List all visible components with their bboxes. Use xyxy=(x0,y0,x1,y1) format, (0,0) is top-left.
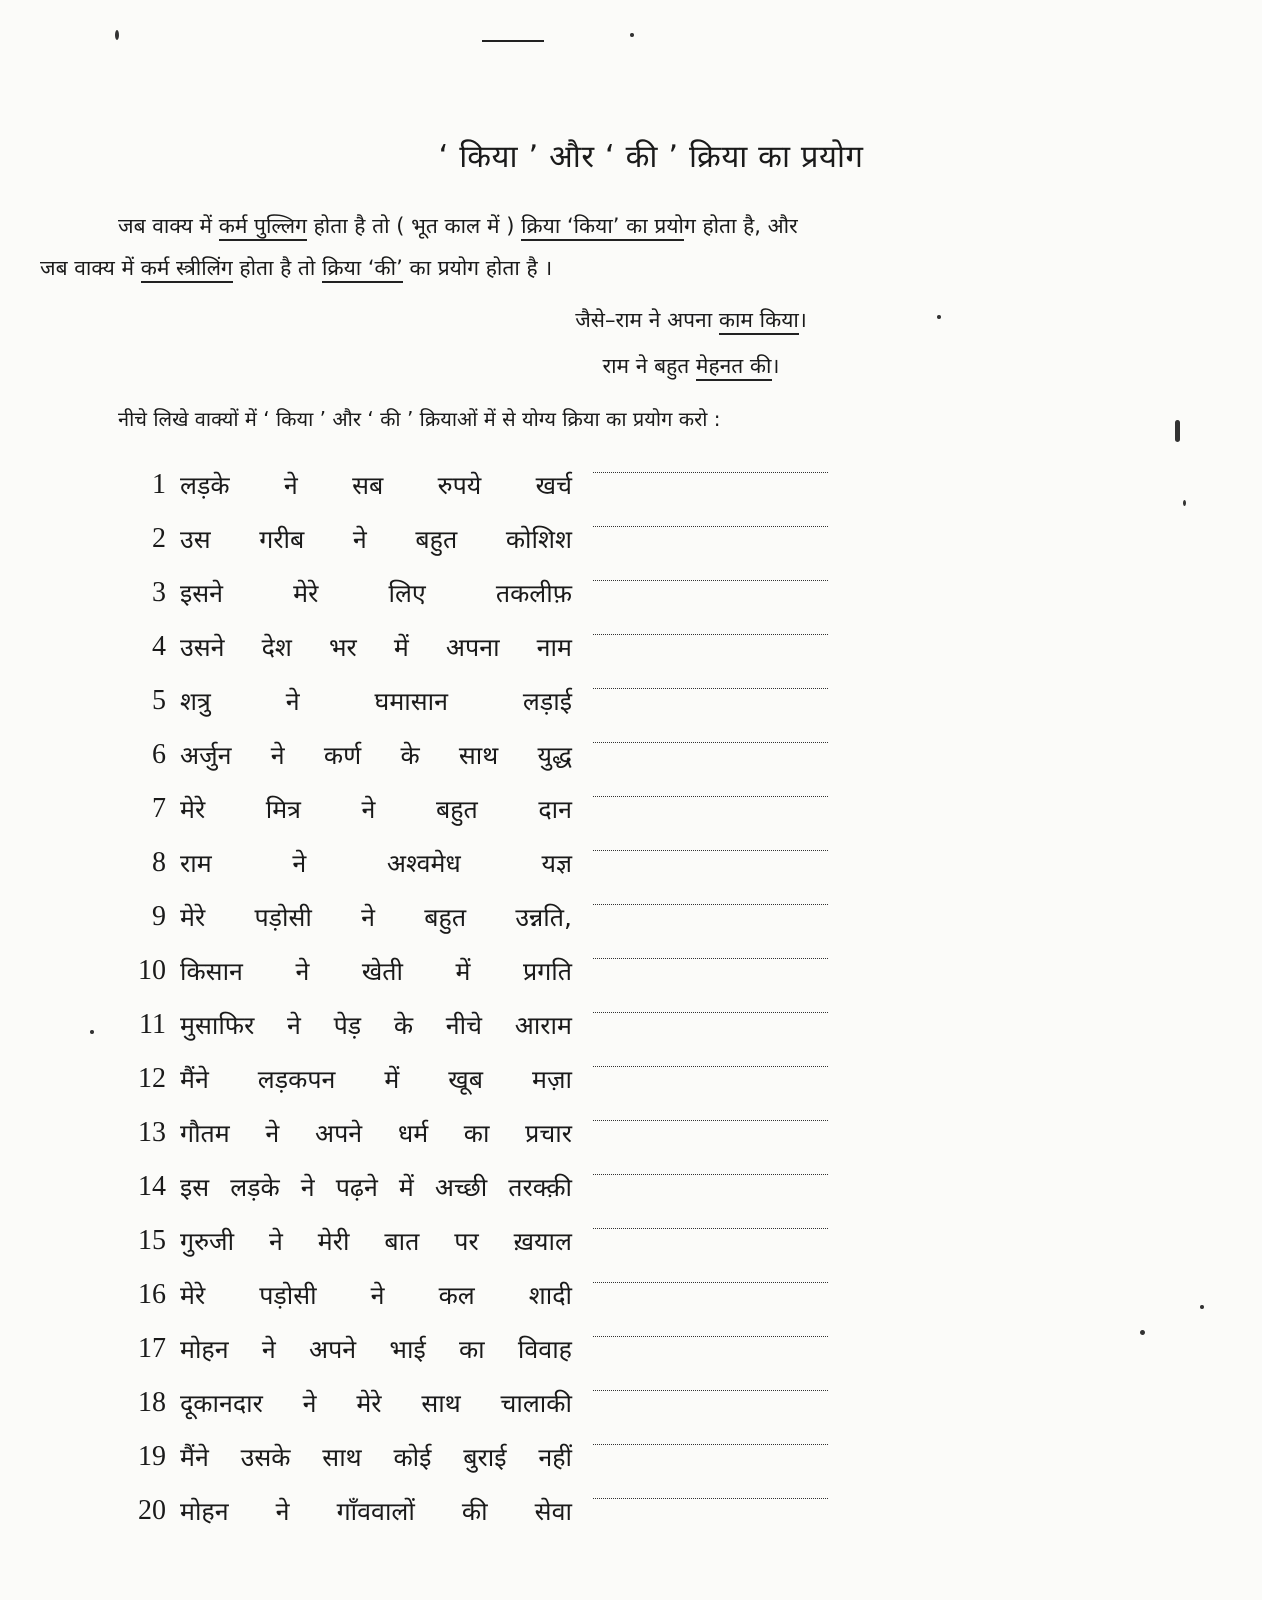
word: साथ xyxy=(322,1443,362,1472)
word: अश्वमेध xyxy=(386,849,461,878)
exercise-row xyxy=(118,620,858,674)
intro-text: जब वाक्य में xyxy=(40,256,141,280)
exercise-number: 10 xyxy=(138,955,166,986)
word: के xyxy=(400,741,420,770)
answer-blank-line[interactable] xyxy=(593,742,828,743)
exercise-number: 8 xyxy=(152,847,166,878)
exercise-row xyxy=(118,1430,858,1484)
word: उसने xyxy=(180,633,225,662)
intro-paragraph xyxy=(40,205,1100,289)
example-punct: । xyxy=(771,354,780,378)
word: बहुत xyxy=(415,525,458,554)
word: ने xyxy=(292,849,307,878)
scan-speck xyxy=(1140,1330,1145,1335)
answer-blank-line[interactable] xyxy=(593,1336,828,1337)
word: का xyxy=(463,1119,490,1148)
exercise-row xyxy=(118,566,858,620)
word: मेरी xyxy=(317,1227,350,1256)
word: मित्र xyxy=(265,795,301,824)
exercise-row xyxy=(118,1268,858,1322)
answer-blank-line[interactable] xyxy=(593,796,828,797)
example-underlined: काम किया xyxy=(719,308,799,335)
exercise-sentence xyxy=(180,1278,572,1312)
exercise-row xyxy=(118,1160,858,1214)
word: पड़ोसी xyxy=(259,1281,317,1310)
exercise-row xyxy=(118,1052,858,1106)
answer-blank-line[interactable] xyxy=(593,1444,828,1445)
word: पढ़ने xyxy=(335,1173,378,1202)
intro-line-1 xyxy=(40,205,1100,247)
exercise-sentence xyxy=(180,1494,572,1528)
word: तकलीफ़ xyxy=(495,579,572,608)
exercise-row xyxy=(118,674,858,728)
example-text: जैसे–राम ने अपना xyxy=(575,308,719,332)
word: ने xyxy=(352,525,367,554)
word: अर्जुन xyxy=(180,741,232,770)
word: साथ xyxy=(458,741,499,770)
word: मेरे xyxy=(293,579,319,608)
word: सेवा xyxy=(534,1497,572,1526)
word: का xyxy=(458,1335,485,1364)
word: भाई xyxy=(389,1335,426,1364)
word: नहीं xyxy=(538,1443,572,1472)
word: लिए xyxy=(388,579,426,608)
word: कोशिश xyxy=(505,525,572,554)
exercise-number: 3 xyxy=(152,577,166,608)
word: में xyxy=(398,1173,414,1202)
word: में xyxy=(393,633,409,662)
word: ने xyxy=(283,471,298,500)
exercise-number: 14 xyxy=(138,1171,166,1202)
word: बुराई xyxy=(463,1443,507,1472)
word: युद्ध xyxy=(537,741,572,770)
answer-blank-line[interactable] xyxy=(593,1228,828,1229)
exercise-sentence xyxy=(180,1224,572,1258)
exercise-sentence xyxy=(180,846,572,880)
example-text: राम ने बहुत xyxy=(602,354,696,378)
exercise-sentence xyxy=(180,468,572,502)
word: नाम xyxy=(536,633,572,662)
underlined-term-kiya: क्रिया ‘किया’ का प्रयो xyxy=(521,214,684,241)
word: अपने xyxy=(314,1119,363,1148)
word: कोई xyxy=(393,1443,432,1472)
answer-blank-line[interactable] xyxy=(593,1066,828,1067)
word: प्रगति xyxy=(522,957,572,986)
word: ख़याल xyxy=(513,1227,572,1256)
answer-blank-line[interactable] xyxy=(593,472,828,473)
word: खूब xyxy=(448,1065,484,1094)
word: चालाकी xyxy=(500,1389,572,1418)
word: लड़के xyxy=(180,471,230,500)
word: साथ xyxy=(421,1389,461,1418)
exercise-number: 2 xyxy=(152,523,166,554)
example-sentence-1 xyxy=(0,306,1262,334)
exercise-sentence xyxy=(180,1008,572,1042)
word: किसान xyxy=(180,957,243,986)
word: में xyxy=(455,957,471,986)
exercise-row xyxy=(118,512,858,566)
word: पेड़ xyxy=(333,1011,362,1040)
exercise-sentence xyxy=(180,1332,572,1366)
word: खर्च xyxy=(535,471,572,500)
intro-line-2 xyxy=(40,247,1100,289)
word: ने xyxy=(287,1011,301,1040)
example-sentence-2 xyxy=(0,352,1262,380)
word: की xyxy=(461,1497,488,1526)
exercise-number: 4 xyxy=(152,631,166,662)
underlined-term-masculine: कर्म पुल्लिग xyxy=(219,214,307,241)
word: उसके xyxy=(240,1443,291,1472)
word: ने xyxy=(295,957,310,986)
word: गाँववालों xyxy=(336,1497,415,1526)
example-punct: । xyxy=(798,308,807,332)
word: ने xyxy=(370,1281,385,1310)
exercise-row xyxy=(118,944,858,998)
word: रुपये xyxy=(437,471,482,500)
intro-text: ग होता है, और xyxy=(683,214,798,238)
exercise-row xyxy=(118,890,858,944)
word: ने xyxy=(275,1497,290,1526)
word: तरक्क़ी xyxy=(508,1173,572,1202)
word: में xyxy=(384,1065,400,1094)
exercise-sentence xyxy=(180,522,572,556)
word: लड़कपन xyxy=(257,1065,336,1094)
scan-speck xyxy=(1200,1305,1204,1309)
answer-blank-line[interactable] xyxy=(593,1390,828,1391)
exercise-row xyxy=(118,1106,858,1160)
intro-text: जब वाक्य में xyxy=(118,214,219,238)
word: पर xyxy=(454,1227,479,1256)
scan-speck xyxy=(115,30,119,40)
word: शत्रु xyxy=(180,687,211,716)
answer-blank-line[interactable] xyxy=(593,1012,828,1013)
word: विवाह xyxy=(517,1335,572,1364)
word: लड़के xyxy=(230,1173,280,1202)
word: मेरे xyxy=(180,903,206,932)
word: गुरुजी xyxy=(180,1227,235,1256)
exercise-sentence xyxy=(180,954,572,988)
answer-blank-line[interactable] xyxy=(593,688,828,689)
intro-text: होता है तो xyxy=(232,256,323,280)
exercise-sentence xyxy=(180,576,572,610)
word: मेरे xyxy=(356,1389,382,1418)
exercise-sentence xyxy=(180,1170,572,1204)
word: ने xyxy=(361,903,376,932)
answer-blank-line[interactable] xyxy=(593,1282,828,1283)
word: मोहन xyxy=(180,1497,229,1526)
word: राम xyxy=(180,849,212,878)
word: ने xyxy=(270,741,285,770)
exercise-list xyxy=(118,458,858,1538)
scan-speck xyxy=(90,1030,94,1034)
word: मुसाफिर xyxy=(180,1011,255,1040)
answer-blank-line[interactable] xyxy=(593,580,828,581)
word: खेती xyxy=(361,957,404,986)
exercise-number: 20 xyxy=(138,1495,166,1526)
word: भर xyxy=(328,633,357,662)
answer-blank-line[interactable] xyxy=(593,634,828,635)
word: ने xyxy=(261,1335,276,1364)
exercise-row xyxy=(118,782,858,836)
scan-mark xyxy=(482,40,544,42)
word: घमासान xyxy=(374,687,448,716)
word: ने xyxy=(361,795,376,824)
word: बहुत xyxy=(435,795,478,824)
word: गौतम xyxy=(180,1119,230,1148)
answer-blank-line[interactable] xyxy=(593,526,828,527)
exercise-sentence xyxy=(180,684,572,718)
word: ने xyxy=(265,1119,280,1148)
exercise-number: 1 xyxy=(152,469,166,500)
answer-blank-line[interactable] xyxy=(593,1120,828,1121)
word: मज़ा xyxy=(532,1065,572,1094)
exercise-row xyxy=(118,1484,858,1538)
word: इस xyxy=(180,1173,210,1202)
exercise-number: 12 xyxy=(138,1063,166,1094)
word: बहुत xyxy=(424,903,467,932)
word: देश xyxy=(261,633,292,662)
word: अपना xyxy=(445,633,500,662)
answer-blank-line[interactable] xyxy=(593,1174,828,1175)
exercise-number: 15 xyxy=(138,1225,166,1256)
word: उस xyxy=(180,525,211,554)
word: मैंने xyxy=(180,1065,209,1094)
word: पड़ोसी xyxy=(254,903,312,932)
word: ने xyxy=(268,1227,283,1256)
exercise-number: 18 xyxy=(138,1387,166,1418)
intro-text: होता है तो ( भूत काल में ) xyxy=(306,214,522,238)
exercise-number: 6 xyxy=(152,739,166,770)
word: इसने xyxy=(180,579,224,608)
word: अच्छी xyxy=(434,1173,488,1202)
exercise-number: 17 xyxy=(138,1333,166,1364)
exercise-sentence xyxy=(180,630,572,664)
answer-blank-line[interactable] xyxy=(593,958,828,959)
exercise-number: 7 xyxy=(152,793,166,824)
exercise-sentence xyxy=(180,1116,572,1150)
exercise-sentence xyxy=(180,1062,572,1096)
word: दूकानदार xyxy=(180,1389,263,1418)
word: के xyxy=(393,1011,414,1040)
exercise-sentence xyxy=(180,1440,572,1474)
word: मोहन xyxy=(180,1335,229,1364)
exercise-number: 5 xyxy=(152,685,166,716)
word: कर्ण xyxy=(323,741,362,770)
scan-speck xyxy=(630,33,634,37)
exercise-sentence xyxy=(180,900,572,934)
exercise-number: 9 xyxy=(152,901,166,932)
exercise-number: 19 xyxy=(138,1441,166,1472)
word: मेरे xyxy=(180,795,206,824)
word: गरीब xyxy=(259,525,305,554)
exercise-number: 13 xyxy=(138,1117,166,1148)
underlined-term-ki: क्रिया ‘की’ xyxy=(322,256,403,283)
word: बात xyxy=(384,1227,420,1256)
exercise-number: 16 xyxy=(138,1279,166,1310)
exercise-row xyxy=(118,836,858,890)
word: मेरे xyxy=(180,1281,206,1310)
exercise-number: 11 xyxy=(139,1009,166,1040)
word: दान xyxy=(538,795,572,824)
word: ने xyxy=(302,1389,317,1418)
intro-text: का प्रयोग होता है । xyxy=(402,256,553,280)
word: प्रचार xyxy=(525,1119,572,1148)
word: ने xyxy=(285,687,300,716)
word: ने xyxy=(300,1173,315,1202)
scan-speck xyxy=(1183,500,1186,506)
exercise-sentence xyxy=(180,738,572,772)
example-underlined: मेहनत की xyxy=(696,354,772,381)
answer-blank-line[interactable] xyxy=(593,850,828,851)
exercise-row xyxy=(118,728,858,782)
word: शादी xyxy=(528,1281,572,1310)
word: नीचे xyxy=(445,1011,483,1040)
exercise-sentence xyxy=(180,792,572,826)
word: अपने xyxy=(308,1335,357,1364)
exercise-row xyxy=(118,1376,858,1430)
word: लड़ाई xyxy=(522,687,572,716)
underlined-term-feminine: कर्म स्त्रीलिंग xyxy=(141,256,233,283)
exercise-row xyxy=(118,1322,858,1376)
exercise-row xyxy=(118,998,858,1052)
word: सब xyxy=(352,471,384,500)
exercise-row xyxy=(118,458,858,512)
exercise-instruction: नीचे लिखे वाक्यों में ‘ किया ’ और ‘ की ’ क्रियाओं में से योग्य क्रिया का प्रयोग करो : xyxy=(118,407,721,431)
answer-blank-line[interactable] xyxy=(593,1498,828,1499)
word: उन्नति, xyxy=(515,903,572,932)
exercise-row xyxy=(118,1214,858,1268)
word: कल xyxy=(438,1281,475,1310)
word: आराम xyxy=(514,1011,572,1040)
page-title: ‘ किया ’ और ‘ की ’ क्रिया का प्रयोग xyxy=(438,139,864,175)
answer-blank-line[interactable] xyxy=(593,904,828,905)
word: धर्म xyxy=(397,1119,429,1148)
word: यज्ञ xyxy=(541,849,572,878)
exercise-sentence xyxy=(180,1386,572,1420)
word: मैंने xyxy=(180,1443,209,1472)
scan-speck xyxy=(1175,420,1180,442)
